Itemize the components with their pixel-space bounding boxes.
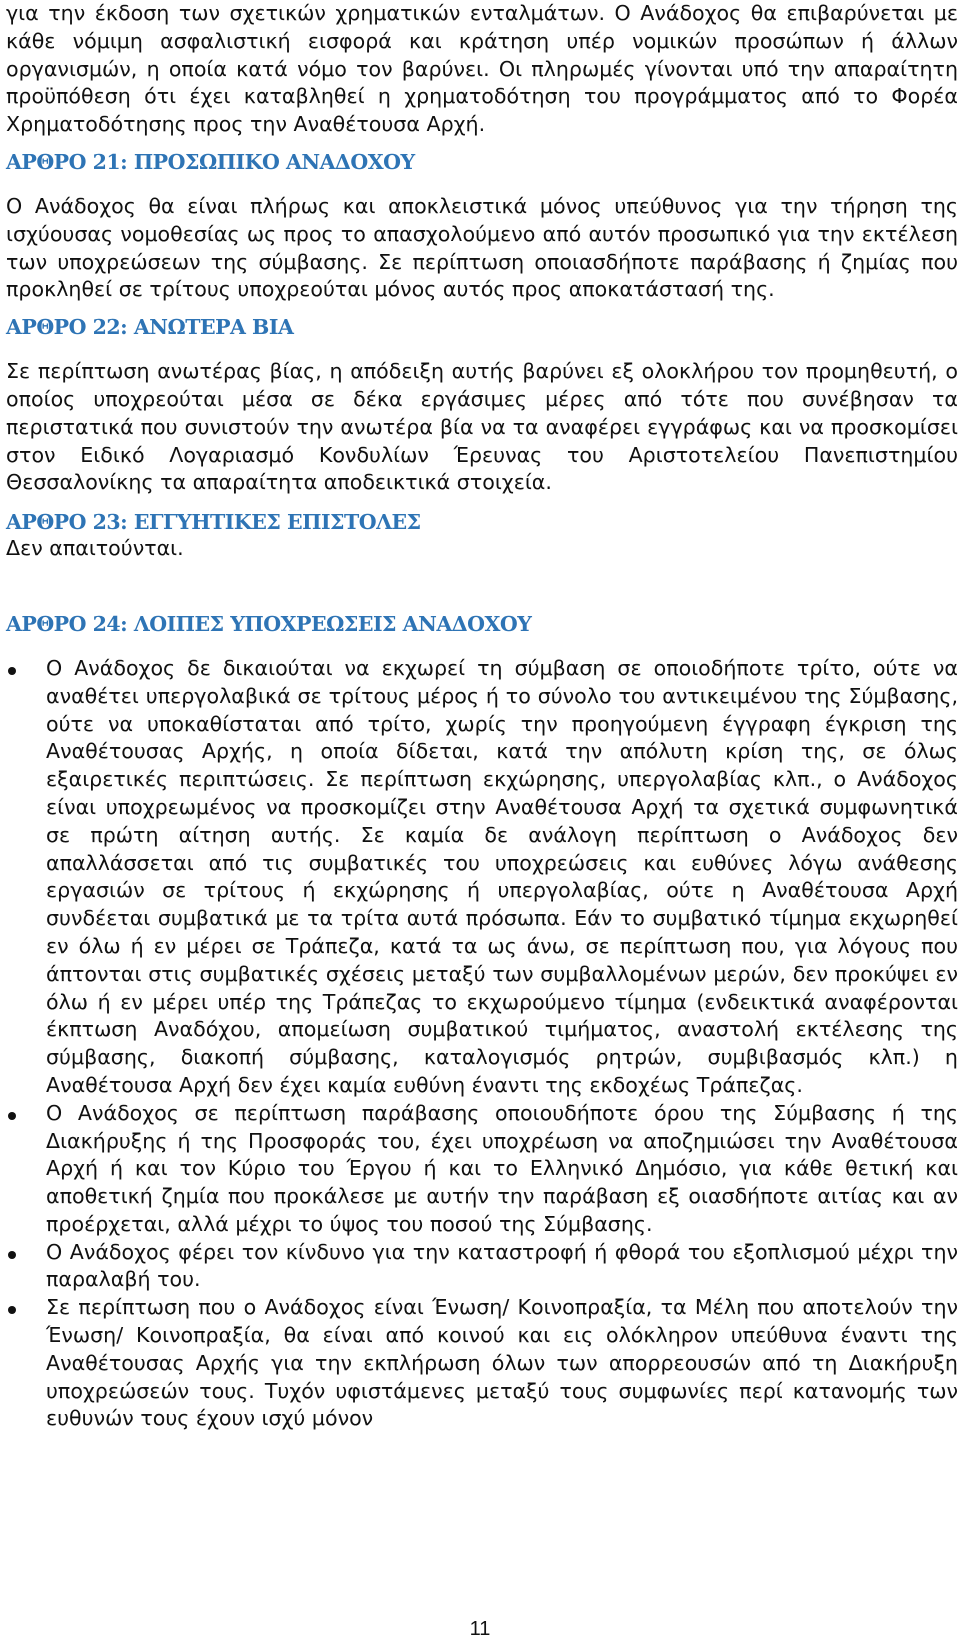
- bullet-icon: [8, 667, 16, 675]
- bullet-icon: [8, 1251, 16, 1259]
- article-23-text: Δεν απαιτούνται.: [6, 536, 184, 561]
- list-item-text: Ο Ανάδοχος σε περίπτωση παράβασης οποιουδήποτε όρου της Σύμβασης ή της Διακήρυξης ή της Προσφοράς του, έχει υποχρέωση να αποζημιώσει την Αναθέτουσα Αρχή ή και τον Κύριο του Έργου ή και το Ελληνικό Δημόσιο, για κάθε θετική και αποθετική ζημία που προκάλεσε με αυτήν την παράβαση εξ οιασδήποτε αιτίας και αν προέρχεται, αλλά μέχρι το ύψος του ποσού της Σύμβασης.: [46, 1100, 958, 1236]
- bullet-icon: [8, 1306, 16, 1314]
- article-21-text: Ο Ανάδοχος θα είναι πλήρως και αποκλειστικά μόνος υπεύθυνος για την τήρηση της ισχύουσας νομοθεσίας ως προς το απασχολούμενο από αυτόν προσωπικό για την εκτέλεση των υποχρεώσεων της σύμβασης. Σε περίπτωση οποιασδήποτε παράβασης ή ζημίας που προκληθεί σε τρίτους υποχρεούται μόνος αυτός προς αποκατάστασή της.: [6, 193, 958, 302]
- list-item: [6, 655, 958, 1100]
- page-number: 11: [469, 1618, 491, 1640]
- article-22-text: Σε περίπτωση ανωτέρας βίας, η απόδειξη αυτής βαρύνει εξ ολοκλήρου τον προμηθευτή, ο οποίος υποχρεούται μέσα σε δέκα εργάσιμες μέρες από τότε που συνέβησαν τα περιστατικά που συνιστούν την ανωτέρα βία να τα αναφέρει εγγράφως και να προσκομίσει στον Ειδικό Λογαριασμό Κονδυλίων Έρευνας του Αριστοτελείου Πανεπιστημίου Θεσσαλονίκης τα απαραίτητα αποδεικτικά στοιχεία.: [6, 359, 958, 495]
- list-item-text: Σε περίπτωση που ο Ανάδοχος είναι Ένωση/ Κοινοπραξία, τα Μέλη που αποτελούν την Ένωση/ Κοινοπραξία, θα είναι από κοινού και εις ολόκληρον υπεύθυνα έναντι της Αναθέτουσας Αρχής για την εκπλήρωση όλων των απορρεουσών από τη Διακήρυξη υποχρεώσεών τους. Τυχόν υφιστάμενες μεταξύ τους συμφωνίες περί κατανομής των ευθυνών τους έχουν ισχύ μόνον: [46, 1295, 958, 1431]
- list-item-text: Ο Ανάδοχος φέρει τον κίνδυνο για την καταστροφή ή φθορά του εξοπλισμού μέχρι την παραλαβή του.: [46, 1239, 958, 1292]
- list-item-text: Ο Ανάδοχος δε δικαιούται να εκχωρεί τη σύμβαση σε οποιοδήποτε τρίτο, ούτε να αναθέτει υπεργολαβικά σε τρίτους μέρος ή το σύνολο του αντικειμένου της Σύμβασης, ούτε να υποκαθίσταται από τρίτο, χωρίς την προηγούμενη έγγραφη έγκριση της Αναθέτουσας Αρχής, η οποία δίδεται, κατά την απόλυτη κρίση της, σε όλως εξαιρετικές περιπτώσεις. Σε περίπτωση εκχώρησης, υπεργολαβίας κλπ., ο Ανάδοχος είναι υποχρεωμένος να προσκομίζει στην Αναθέτουσα Αρχή τα σχετικά συμφωνητικά σε πρώτη αίτηση αυτής. Σε καμία δε ανάλογη περίπτωση ο Ανάδοχος δεν απαλλάσσεται από τις συμβατικές του υποχρεώσεις και ευθύνες λόγω ανάθεσης εργασιών σε τρίτους ή εκχώρησης ή υπεργολαβίας, ούτε η Αναθέτουσα Αρχή συνδέεται συμβατικά με τα τρίτα αυτά πρόσωπα. Εάν το συμβατικό τίμημα εκχωρηθεί εν όλω ή εν μέρει σε Τράπεζα, κατά τα ως άνω, σε περίπτωση που, για λόγους που άπτονται στις συμβατικές σχέσεις μεταξύ των συμβαλλομένων μερών, δεν προκύψει εν όλω ή εν μέρει υπέρ της Τράπεζας το εκχωρούμενο τίμημα (ενδεικτικά αναφέρονται έκπτωση Αναδόχου, απομείωση συμβατικού τιμήματος, αναστολή εκτέλεσης της σύμβασης, διακοπή σύμβασης, καταλογισμός ρητρών, συμβιβασμός κλπ.) η Αναθέτουσα Αρχή δεν έχει καμία ευθύνη έναντι της εκδοχέως Τράπεζας.: [46, 655, 958, 1097]
- list-item: [6, 1100, 958, 1239]
- document-page: [6, 0, 958, 1433]
- list-item: [6, 1239, 958, 1295]
- intro-paragraph: για την έκδοση των σχετικών χρηματικών ενταλμάτων. Ο Ανάδοχος θα επιβαρύνεται με κάθε νόμιμη ασφαλιστική εισφορά και κράτηση υπέρ νομικών προσώπων ή άλλων οργανισμών, η οποία κατά νόμο τον βαρύνει. Οι πληρωμές γίνονται υπό την απαραίτητη προϋπόθεση ότι έχει καταβληθεί η χρηματοδότηση του προγράμματος από το Φορέα Χρηματοδότησης προς την Αναθέτουσα Αρχή.: [6, 1, 958, 137]
- list-item: [6, 1294, 958, 1433]
- article-24-list: [6, 655, 958, 1433]
- bullet-icon: [8, 1112, 16, 1120]
- article-22-heading: ΑΡΘΡΟ 22: ΑΝΩΤΕΡΑ ΒΙΑ: [6, 315, 294, 340]
- article-23-heading: ΑΡΘΡΟ 23: ΕΓΓΥΗΤΙΚΕΣ ΕΠΙΣΤΟΛΕΣ: [6, 510, 421, 535]
- article-21-heading: ΑΡΘΡΟ 21: ΠΡΟΣΩΠΙΚΟ ΑΝΑΔΟΧΟΥ: [6, 149, 415, 174]
- article-24-heading: ΑΡΘΡΟ 24: ΛΟΙΠΕΣ ΥΠΟΧΡΕΩΣΕΙΣ ΑΝΑΔΟΧΟΥ: [6, 611, 532, 636]
